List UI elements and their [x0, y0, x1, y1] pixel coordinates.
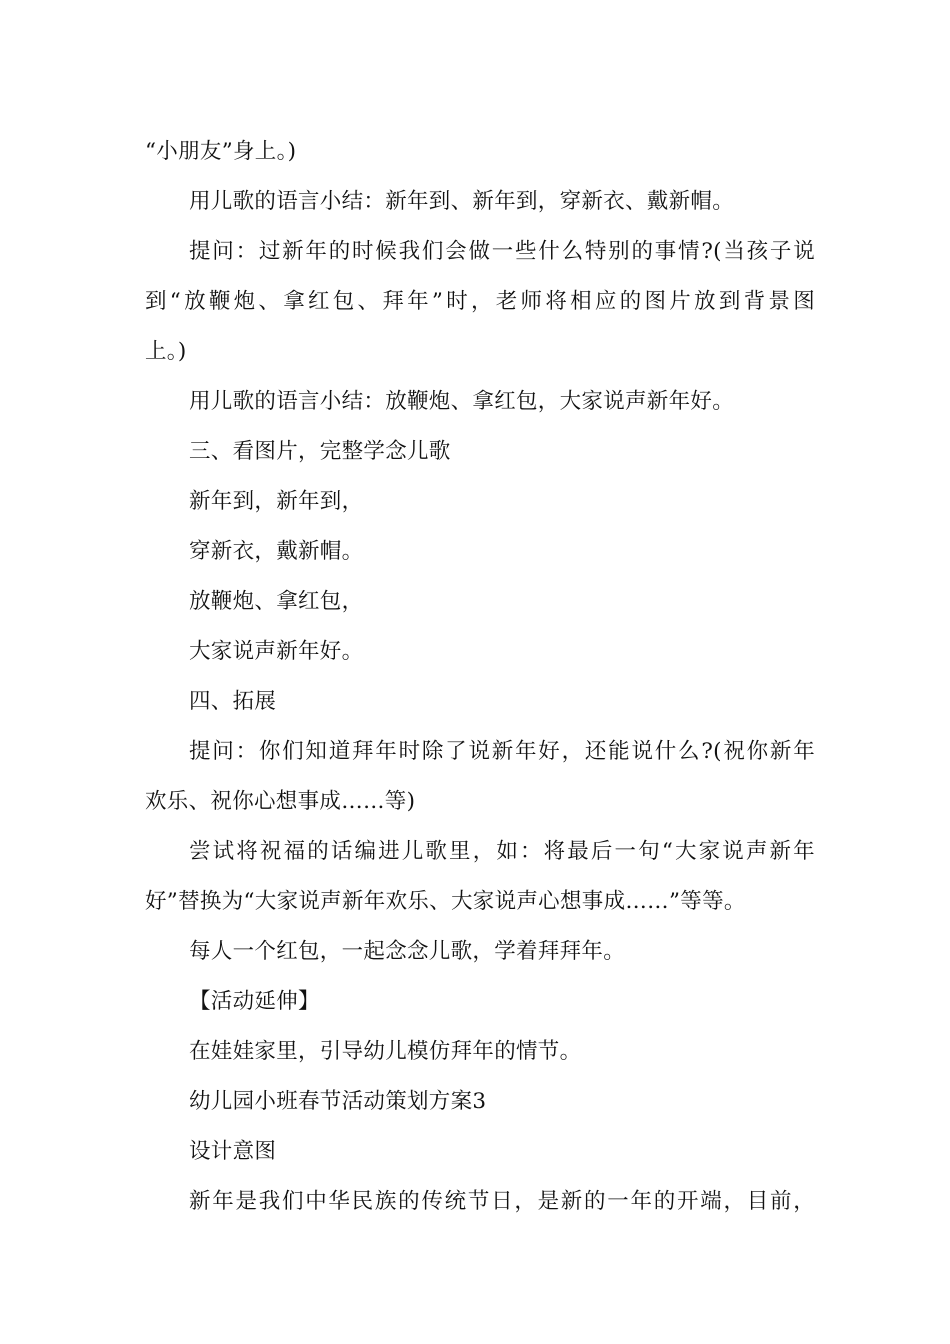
paragraph-line: 提问：过新年的时候我们会做一些什么特别的事情?(当孩子说 — [189, 239, 815, 264]
paragraph-line: 到“放鞭炮、拿红包、拜年”时，老师将相应的图片放到背景图 — [145, 289, 815, 314]
paragraph-line: 新年是我们中华民族的传统节日，是新的一年的开端，目前， — [189, 1189, 815, 1214]
poem-line: 放鞭炮、拿红包， — [189, 589, 364, 614]
poem-line: 新年到，新年到， — [189, 489, 364, 514]
paragraph-line: 上。) — [145, 339, 187, 364]
paragraph-line: 用儿歌的语言小结：新年到、新年到，穿新衣、戴新帽。 — [189, 189, 735, 214]
paragraph-line: 尝试将祝福的话编进儿歌里，如：将最后一句“大家说声新年 — [189, 839, 815, 864]
paragraph-line: 每人一个红包，一起念念儿歌，学着拜拜年。 — [189, 939, 626, 964]
document-title: 幼儿园小班春节活动策划方案3 — [189, 1089, 487, 1114]
paragraph-line: 好”替换为“大家说声新年欢乐、大家说声心想事成……”等等。 — [145, 889, 746, 914]
poem-line: 大家说声新年好。 — [189, 639, 364, 664]
poem-line: 穿新衣，戴新帽。 — [189, 539, 364, 564]
section-heading: 四、拓展 — [189, 689, 277, 714]
paragraph-line: “小朋友”身上。) — [145, 139, 297, 164]
paragraph-line: 用儿歌的语言小结：放鞭炮、拿红包，大家说声新年好。 — [189, 389, 735, 414]
section-heading: 【活动延伸】 — [189, 989, 320, 1014]
paragraph-line: 提问：你们知道拜年时除了说新年好，还能说什么?(祝你新年 — [189, 739, 815, 764]
section-heading: 三、看图片，完整学念儿歌 — [189, 439, 451, 464]
paragraph-line: 在娃娃家里，引导幼儿模仿拜年的情节。 — [189, 1039, 582, 1064]
section-heading: 设计意图 — [189, 1139, 277, 1164]
paragraph-line: 欢乐、祝你心想事成……等) — [145, 789, 416, 814]
